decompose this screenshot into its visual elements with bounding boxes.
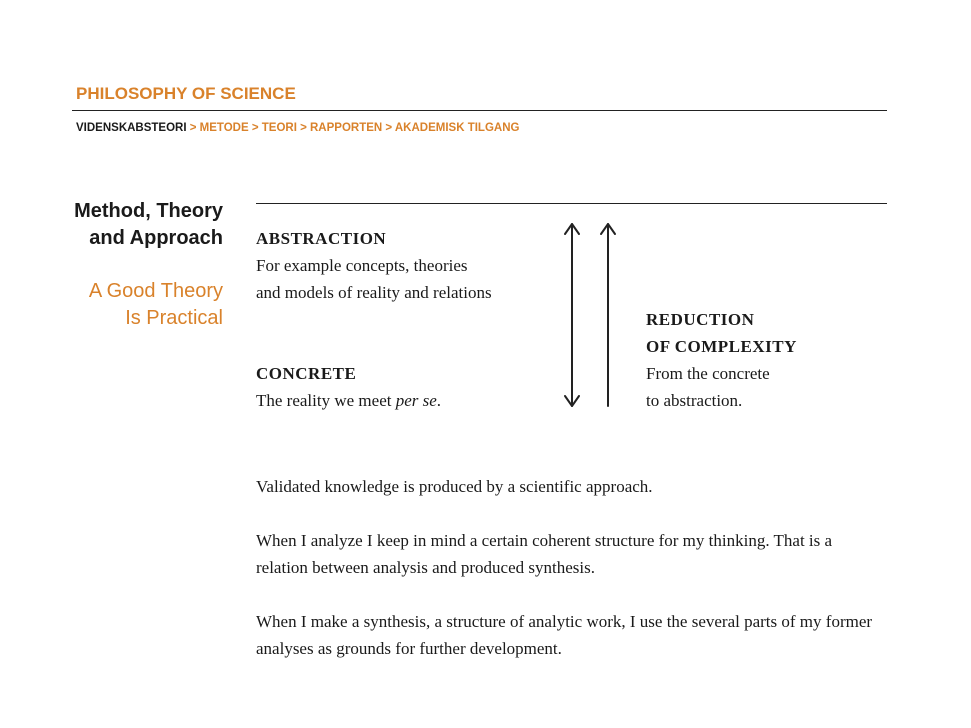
paragraph-1: Validated knowledge is produced by a scientific approach. <box>256 477 653 496</box>
section-subheading-line2: Is Practical <box>125 307 223 329</box>
abstraction-line1: For example concepts, theories <box>256 256 468 275</box>
section-heading-line2: and Approach <box>89 227 223 249</box>
double-arrow-icon <box>565 224 579 406</box>
paragraph-2: When I analyze I keep in mind a certain coherent structure for my thinking. That is a relation between analysis and produced synthesis. <box>256 531 833 577</box>
header-divider <box>72 110 887 111</box>
abstraction-title: ABSTRACTION <box>256 229 387 248</box>
reduction-line1: From the concrete <box>646 364 770 383</box>
section-subheading <box>40 278 223 332</box>
concrete-title: CONCRETE <box>256 364 357 383</box>
breadcrumb-current: VIDENSKABSTEORI <box>76 122 187 134</box>
breadcrumb-trail: > METODE > TEORI > RAPPORTEN > AKADEMISK TILGANG <box>186 122 520 134</box>
concrete-block <box>256 360 441 414</box>
concrete-text-before: The reality we meet <box>256 391 396 410</box>
content-divider <box>256 203 887 204</box>
page-title: PHILOSOPHY OF SCIENCE <box>76 84 296 103</box>
reduction-title-line2: OF COMPLEXITY <box>646 337 797 356</box>
concrete-text <box>256 387 441 414</box>
section-subheading-line1: A Good Theory <box>88 280 223 302</box>
abstraction-block <box>256 225 492 306</box>
abstraction-line2: and models of reality and relations <box>256 283 492 302</box>
concrete-text-after: . <box>436 391 442 410</box>
reduction-line2: to abstraction. <box>646 391 743 410</box>
up-arrow-icon <box>601 224 615 406</box>
concrete-text-italic: per se <box>395 391 437 410</box>
section-heading-line1: Method, Theory <box>74 200 223 222</box>
reduction-title-line1: REDUCTION <box>646 310 755 329</box>
body-text <box>256 473 876 689</box>
paragraph-3: When I make a synthesis, a structure of analytic work, I use the several parts of my former analyses as grounds for further development. <box>256 612 873 658</box>
reduction-block <box>646 306 797 414</box>
arrows-diagram <box>555 218 625 413</box>
section-heading <box>40 198 223 252</box>
breadcrumb <box>76 122 519 134</box>
